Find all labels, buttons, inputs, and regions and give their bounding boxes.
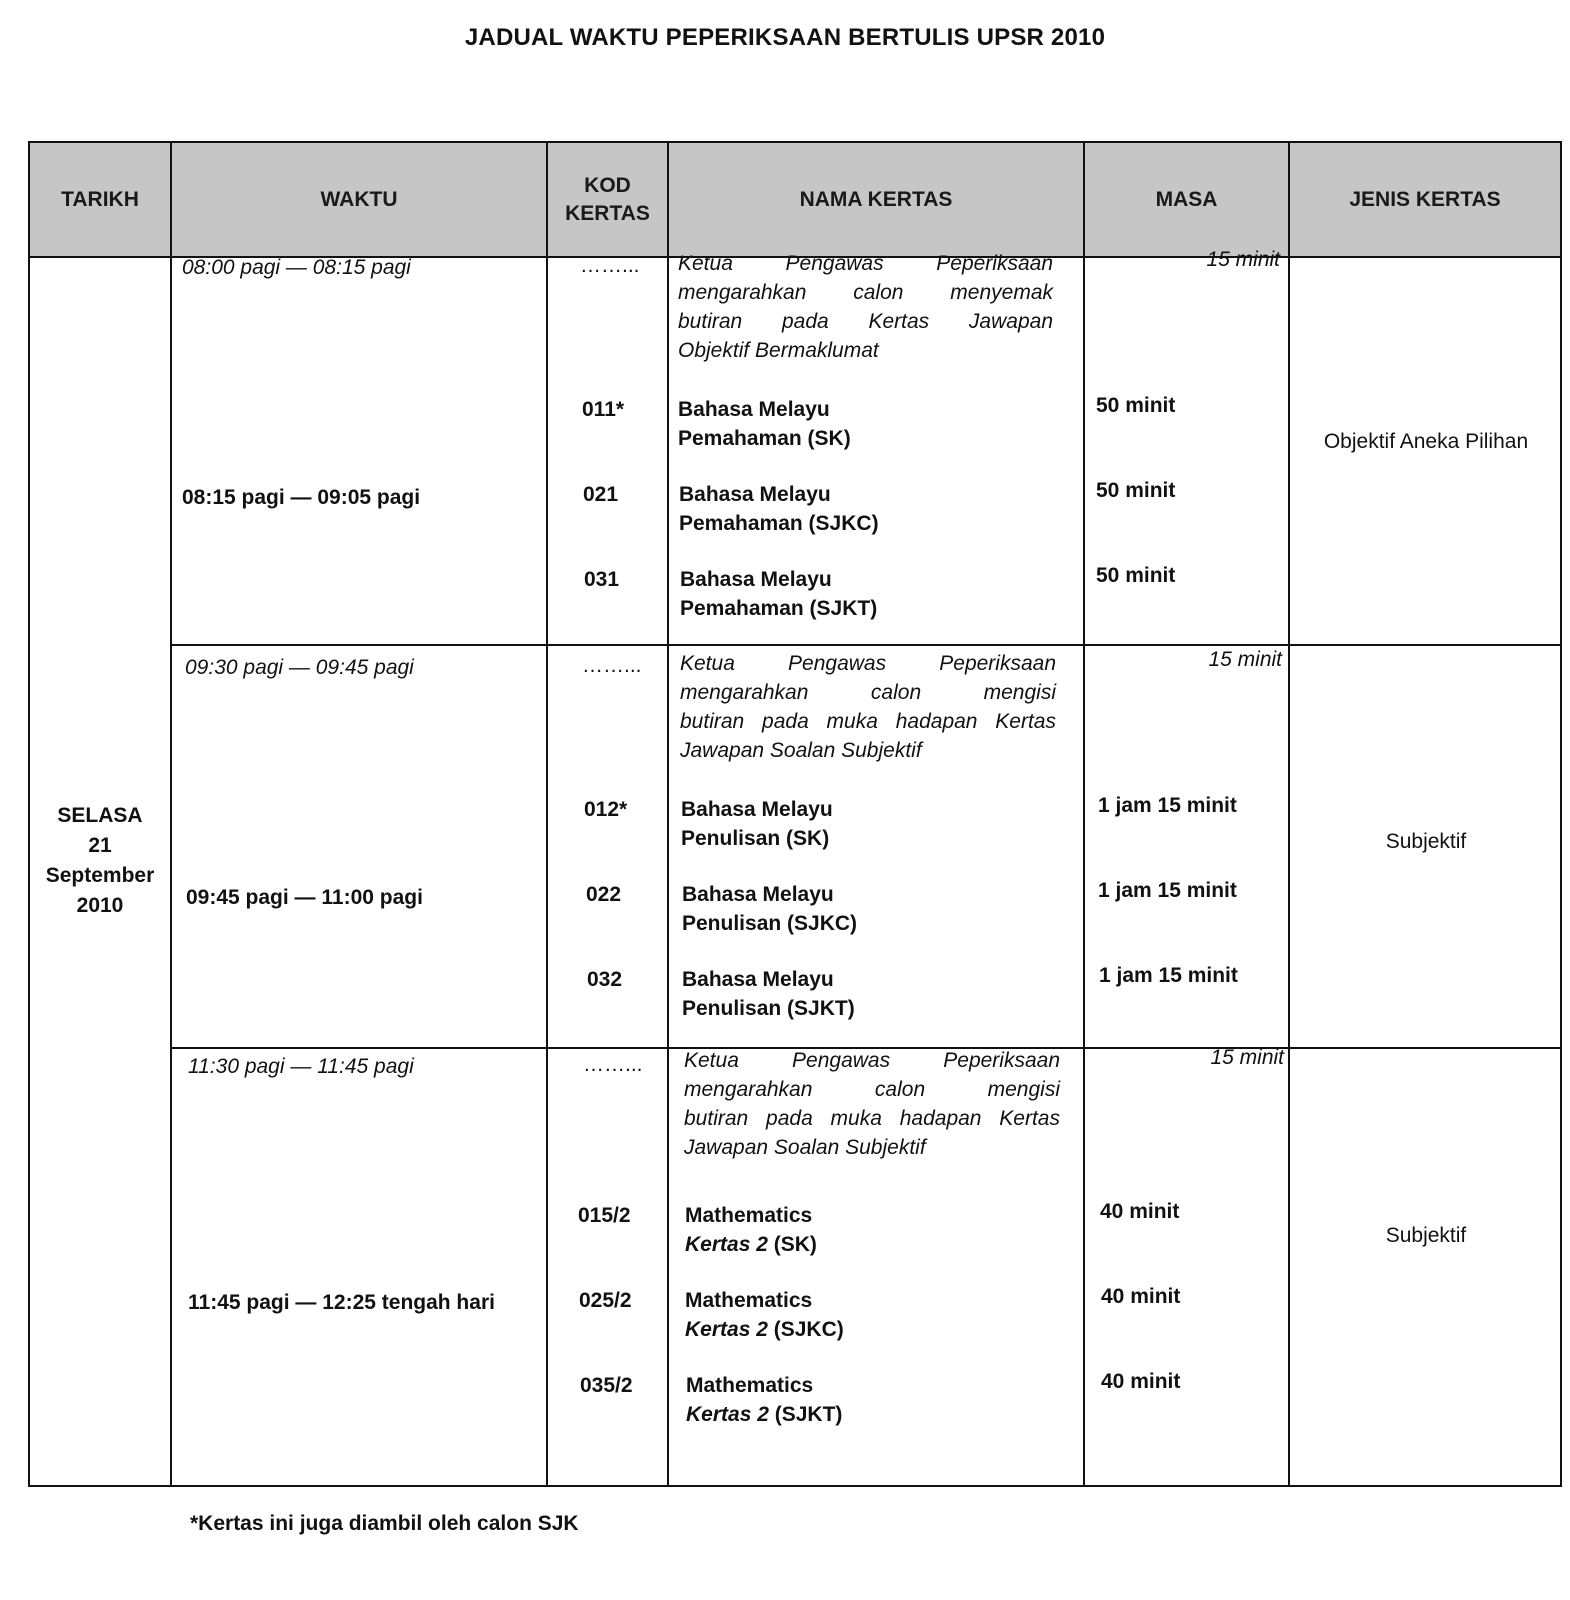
paper-type: Objektif Aneka Pilihan — [1323, 430, 1529, 453]
paper-code: 012* — [584, 798, 628, 821]
prep-code: ……... — [583, 1053, 643, 1076]
exam-time: 09:45 pagi — 11:00 pagi — [186, 886, 423, 909]
paper-code: 035/2 — [580, 1374, 633, 1397]
prep-duration: 15 minit — [1206, 248, 1280, 271]
paper-code: 025/2 — [579, 1289, 632, 1312]
prep-time: 09:30 pagi — 09:45 pagi — [185, 656, 414, 679]
paper-duration: 1 jam 15 minit — [1099, 964, 1238, 987]
prep-duration: 15 minit — [1210, 1046, 1284, 1069]
paper-name: Mathematics Kertas 2 (SJKC) — [685, 1289, 844, 1341]
paper-duration: 1 jam 15 minit — [1098, 794, 1237, 817]
prep-instruction: Ketua Pengawas Peperiksaan mengarahkan calon mengisi butiran pada muka hadapan Kertas Jawapan Soalan Subjektif — [680, 652, 1056, 762]
header-nama-kertas: NAMA KERTAS — [799, 187, 953, 211]
paper-type: Subjektif — [1385, 830, 1467, 853]
exam-date: SELASA 21 September 2010 — [45, 804, 155, 917]
header-tarikh: TARIKH — [61, 187, 139, 211]
prep-code: ……... — [582, 654, 642, 677]
paper-name: Bahasa Melayu Pemahaman (SJKT) — [680, 568, 878, 620]
prep-instruction: Ketua Pengawas Peperiksaan mengarahkan calon mengisi butiran pada muka hadapan Kertas Jawapan Soalan Subjektif — [684, 1049, 1060, 1159]
prep-time: 08:00 pagi — 08:15 pagi — [182, 256, 411, 279]
paper-name: Bahasa Melayu Penulisan (SJKC) — [682, 883, 858, 935]
prep-duration: 15 minit — [1208, 648, 1282, 671]
prep-instruction: Ketua Pengawas Peperiksaan mengarahkan calon menyemak butiran pada Kertas Jawapan Objektif Bermaklumat — [678, 252, 1053, 362]
paper-code: 032 — [587, 968, 623, 991]
paper-duration: 50 minit — [1096, 479, 1176, 502]
prep-code: ……... — [580, 254, 640, 277]
paper-name: Bahasa Melayu Pemahaman (SJKC) — [679, 483, 879, 535]
paper-duration: 40 minit — [1101, 1370, 1181, 1393]
paper-type: Subjektif — [1385, 1224, 1467, 1247]
paper-code: 011* — [582, 398, 625, 421]
paper-code: 031 — [584, 568, 620, 591]
prep-time: 11:30 pagi — 11:45 pagi — [188, 1055, 414, 1078]
paper-duration: 40 minit — [1100, 1200, 1180, 1223]
exam-time: 11:45 pagi — 12:25 tengah hari — [188, 1291, 495, 1314]
footnote: *Kertas ini juga diambil oleh calon SJK — [190, 1512, 579, 1535]
paper-duration: 50 minit — [1096, 564, 1176, 587]
paper-code: 021 — [583, 483, 619, 506]
paper-duration: 40 minit — [1101, 1285, 1181, 1308]
paper-name: Bahasa Melayu Pemahaman (SK) — [678, 398, 851, 450]
paper-code: 015/2 — [578, 1204, 631, 1227]
paper-name: Mathematics Kertas 2 (SJKT) — [686, 1374, 843, 1426]
header-masa: MASA — [1155, 187, 1218, 211]
header-waktu: WAKTU — [320, 187, 398, 211]
exam-time: 08:15 pagi — 09:05 pagi — [182, 486, 421, 509]
paper-name: Bahasa Melayu Penulisan (SK) — [681, 798, 833, 850]
paper-duration: 1 jam 15 minit — [1098, 879, 1237, 902]
paper-code: 022 — [586, 883, 622, 906]
paper-name: Mathematics Kertas 2 (SK) — [685, 1204, 817, 1256]
paper-duration: 50 minit — [1096, 394, 1176, 417]
header-kod-kertas: KOD KERTAS — [565, 173, 650, 225]
document-title: JADUAL WAKTU PEPERIKSAAN BERTULIS UPSR 2010 — [464, 24, 1106, 51]
header-jenis-kertas: JENIS KERTAS — [1349, 187, 1501, 211]
paper-name: Bahasa Melayu Penulisan (SJKT) — [682, 968, 855, 1020]
timetable — [28, 141, 1562, 1487]
